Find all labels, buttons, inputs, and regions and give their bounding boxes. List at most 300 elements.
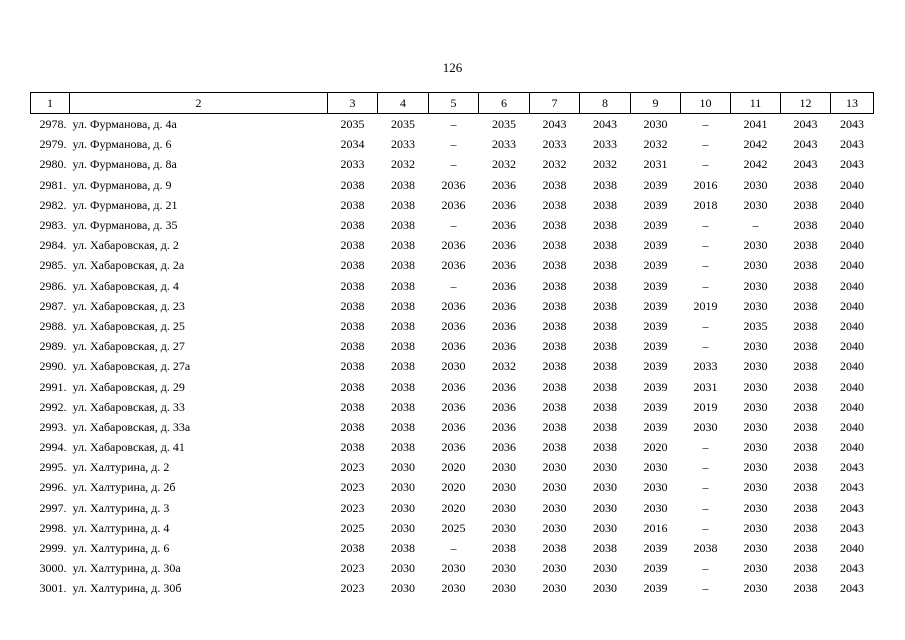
year-cell-col-5: 2030 bbox=[441, 581, 466, 596]
table-row bbox=[31, 477, 874, 497]
year-cell-col-5: 2020 bbox=[441, 460, 466, 475]
year-cell-col-5: 2025 bbox=[441, 520, 466, 535]
year-cell-col-3: 2038 bbox=[340, 278, 365, 293]
year-cell-col-6: 2036 bbox=[492, 339, 516, 354]
year-cell-col-13: 2043 bbox=[840, 581, 864, 596]
year-cell-col-12: 2038 bbox=[793, 541, 818, 556]
year-cell-col-7: 2038 bbox=[542, 298, 567, 313]
year-cell-col-13: 2043 bbox=[840, 480, 864, 495]
year-cell-col-11: 2030 bbox=[743, 581, 768, 596]
year-cell-col-13: 2040 bbox=[840, 238, 864, 253]
year-cell-col-8: 2030 bbox=[593, 500, 617, 515]
year-cell-col-13: 2043 bbox=[840, 500, 864, 515]
year-cell-col-8: 2030 bbox=[593, 460, 617, 475]
table-row bbox=[31, 255, 874, 275]
year-cell-col-7: 2030 bbox=[542, 520, 567, 535]
year-cell-col-9: 2039 bbox=[643, 581, 668, 596]
year-cell-col-9: 2020 bbox=[643, 440, 668, 455]
row-number-cell: 2989. bbox=[39, 339, 67, 354]
address-cell: ул. Халтурина, д. 4 bbox=[72, 520, 170, 535]
year-cell-col-12: 2038 bbox=[793, 339, 818, 354]
year-cell-col-10: – bbox=[702, 339, 709, 354]
row-number-cell: 2981. bbox=[39, 177, 67, 192]
table-row bbox=[31, 134, 874, 154]
year-cell-col-12: 2038 bbox=[793, 238, 818, 253]
year-cell-col-13: 2040 bbox=[840, 298, 864, 313]
year-cell-col-11: 2030 bbox=[743, 278, 768, 293]
year-cell-col-10: – bbox=[702, 278, 709, 293]
address-cell: ул. Халтурина, д. 2 bbox=[72, 460, 170, 475]
year-cell-col-8: 2033 bbox=[593, 137, 617, 152]
year-cell-col-8: 2038 bbox=[593, 298, 617, 313]
year-cell-col-12: 2038 bbox=[793, 500, 818, 515]
year-cell-col-7: 2038 bbox=[542, 541, 567, 556]
year-cell-col-8: 2030 bbox=[593, 520, 617, 535]
row-number-cell: 2996. bbox=[39, 480, 67, 495]
row-number-cell: 2994. bbox=[39, 440, 67, 455]
year-cell-col-5: 2020 bbox=[441, 500, 466, 515]
row-number-cell: 2983. bbox=[39, 218, 67, 233]
year-cell-col-5: 2036 bbox=[441, 197, 466, 212]
table-row bbox=[31, 276, 874, 296]
table-row bbox=[31, 296, 874, 316]
year-cell-col-8: 2030 bbox=[593, 581, 617, 596]
year-cell-col-5: 2036 bbox=[441, 419, 466, 434]
year-cell-col-9: 2032 bbox=[643, 137, 668, 152]
year-cell-col-8: 2030 bbox=[593, 561, 617, 576]
year-cell-col-3: 2038 bbox=[340, 379, 365, 394]
year-cell-col-13: 2043 bbox=[840, 137, 864, 152]
year-cell-col-9: 2039 bbox=[643, 339, 668, 354]
year-cell-col-5: – bbox=[450, 541, 457, 556]
row-number-cell: 2995. bbox=[39, 460, 67, 475]
table-row bbox=[31, 538, 874, 558]
column-header-4: 4 bbox=[378, 93, 429, 114]
address-cell: ул. Хабаровская, д. 2а bbox=[72, 258, 185, 273]
row-number-cell: 2990. bbox=[39, 359, 67, 374]
year-cell-col-5: 2036 bbox=[441, 318, 466, 333]
address-cell: ул. Хабаровская, д. 41 bbox=[72, 440, 185, 455]
column-header-3: 3 bbox=[328, 93, 378, 114]
year-cell-col-6: 2030 bbox=[492, 460, 516, 475]
year-cell-col-12: 2038 bbox=[793, 197, 818, 212]
year-cell-col-6: 2038 bbox=[492, 541, 516, 556]
year-cell-col-12: 2038 bbox=[793, 359, 818, 374]
year-cell-col-7: 2038 bbox=[542, 177, 567, 192]
year-cell-col-13: 2040 bbox=[840, 278, 864, 293]
year-cell-col-3: 2035 bbox=[340, 117, 365, 132]
table-row bbox=[31, 175, 874, 195]
year-cell-col-8: 2038 bbox=[593, 399, 617, 414]
year-cell-col-13: 2040 bbox=[840, 258, 864, 273]
year-cell-col-10: – bbox=[702, 581, 709, 596]
year-cell-col-6: 2032 bbox=[492, 359, 516, 374]
year-cell-col-5: – bbox=[450, 278, 457, 293]
year-cell-col-4: 2030 bbox=[391, 500, 415, 515]
column-header-1: 1 bbox=[31, 93, 70, 114]
year-cell-col-8: 2038 bbox=[593, 339, 617, 354]
year-cell-col-10: – bbox=[702, 440, 709, 455]
year-cell-col-8: 2038 bbox=[593, 541, 617, 556]
column-header-6: 6 bbox=[479, 93, 530, 114]
year-cell-col-9: 2030 bbox=[643, 117, 668, 132]
repair-schedule-table bbox=[30, 92, 874, 599]
year-cell-col-8: 2038 bbox=[593, 197, 617, 212]
year-cell-col-13: 2043 bbox=[840, 520, 864, 535]
year-cell-col-12: 2038 bbox=[793, 278, 818, 293]
year-cell-col-10: 2016 bbox=[693, 177, 718, 192]
address-cell: ул. Фурманова, д. 35 bbox=[72, 218, 178, 233]
year-cell-col-9: 2039 bbox=[643, 399, 668, 414]
year-cell-col-7: 2032 bbox=[542, 157, 567, 172]
year-cell-col-11: 2041 bbox=[743, 117, 768, 132]
year-cell-col-11: 2030 bbox=[743, 197, 768, 212]
year-cell-col-4: 2038 bbox=[391, 541, 415, 556]
year-cell-col-9: 2039 bbox=[643, 278, 668, 293]
year-cell-col-6: 2036 bbox=[492, 238, 516, 253]
year-cell-col-13: 2043 bbox=[840, 157, 864, 172]
year-cell-col-6: 2036 bbox=[492, 278, 516, 293]
year-cell-col-3: 2038 bbox=[340, 177, 365, 192]
year-cell-col-4: 2038 bbox=[391, 298, 415, 313]
year-cell-col-11: 2030 bbox=[743, 379, 768, 394]
year-cell-col-3: 2023 bbox=[340, 460, 365, 475]
year-cell-col-4: 2035 bbox=[391, 117, 415, 132]
year-cell-col-12: 2038 bbox=[793, 520, 818, 535]
year-cell-col-5: 2036 bbox=[441, 379, 466, 394]
year-cell-col-4: 2038 bbox=[391, 359, 415, 374]
row-number-cell: 3000. bbox=[39, 561, 67, 576]
year-cell-col-9: 2016 bbox=[643, 520, 668, 535]
year-cell-col-10: 2018 bbox=[693, 197, 718, 212]
address-cell: ул. Фурманова, д. 21 bbox=[72, 197, 178, 212]
address-cell: ул. Халтурина, д. 30б bbox=[72, 581, 182, 596]
year-cell-col-13: 2040 bbox=[840, 359, 864, 374]
year-cell-col-4: 2038 bbox=[391, 379, 415, 394]
year-cell-col-7: 2038 bbox=[542, 440, 567, 455]
year-cell-col-3: 2023 bbox=[340, 500, 365, 515]
year-cell-col-5: 2036 bbox=[441, 440, 466, 455]
year-cell-col-7: 2038 bbox=[542, 318, 567, 333]
year-cell-col-10: – bbox=[702, 218, 709, 233]
year-cell-col-4: 2032 bbox=[391, 157, 415, 172]
year-cell-col-6: 2033 bbox=[492, 137, 516, 152]
year-cell-col-4: 2038 bbox=[391, 197, 415, 212]
row-number-cell: 2986. bbox=[39, 278, 67, 293]
year-cell-col-10: – bbox=[702, 480, 709, 495]
year-cell-col-12: 2038 bbox=[793, 480, 818, 495]
year-cell-col-5: 2036 bbox=[441, 399, 466, 414]
year-cell-col-6: 2030 bbox=[492, 561, 516, 576]
year-cell-col-11: 2030 bbox=[743, 520, 768, 535]
year-cell-col-3: 2023 bbox=[340, 480, 365, 495]
year-cell-col-4: 2038 bbox=[391, 258, 415, 273]
year-cell-col-10: – bbox=[702, 137, 709, 152]
year-cell-col-10: 2019 bbox=[693, 298, 718, 313]
year-cell-col-6: 2036 bbox=[492, 177, 516, 192]
year-cell-col-8: 2038 bbox=[593, 218, 617, 233]
year-cell-col-7: 2038 bbox=[542, 197, 567, 212]
year-cell-col-12: 2038 bbox=[793, 460, 818, 475]
year-cell-col-6: 2030 bbox=[492, 480, 516, 495]
table-row bbox=[31, 417, 874, 437]
address-cell: ул. Хабаровская, д. 27 bbox=[72, 339, 185, 354]
year-cell-col-4: 2030 bbox=[391, 460, 415, 475]
year-cell-col-3: 2023 bbox=[340, 561, 365, 576]
year-cell-col-10: 2019 bbox=[693, 399, 718, 414]
year-cell-col-7: 2038 bbox=[542, 278, 567, 293]
year-cell-col-5: 2036 bbox=[441, 339, 466, 354]
address-cell: ул. Халтурина, д. 30а bbox=[72, 561, 181, 576]
year-cell-col-10: – bbox=[702, 520, 709, 535]
year-cell-col-4: 2038 bbox=[391, 339, 415, 354]
address-cell: ул. Халтурина, д. 6 bbox=[72, 541, 170, 556]
year-cell-col-12: 2038 bbox=[793, 561, 818, 576]
column-header-5: 5 bbox=[429, 93, 479, 114]
year-cell-col-13: 2040 bbox=[840, 318, 864, 333]
table-row bbox=[31, 518, 874, 538]
year-cell-col-7: 2038 bbox=[542, 419, 567, 434]
year-cell-col-9: 2039 bbox=[643, 541, 668, 556]
column-header-9: 9 bbox=[631, 93, 681, 114]
year-cell-col-3: 2023 bbox=[340, 581, 365, 596]
address-cell: ул. Халтурина, д. 3 bbox=[72, 500, 170, 515]
year-cell-col-13: 2040 bbox=[840, 379, 864, 394]
year-cell-col-11: 2030 bbox=[743, 440, 768, 455]
table-row bbox=[31, 578, 874, 598]
year-cell-col-3: 2034 bbox=[340, 137, 365, 152]
year-cell-col-4: 2038 bbox=[391, 238, 415, 253]
table-row bbox=[31, 397, 874, 417]
year-cell-col-9: 2039 bbox=[643, 197, 668, 212]
year-cell-col-4: 2030 bbox=[391, 561, 415, 576]
row-number-cell: 2984. bbox=[39, 238, 67, 253]
year-cell-col-5: – bbox=[450, 157, 457, 172]
year-cell-col-7: 2038 bbox=[542, 218, 567, 233]
year-cell-col-3: 2038 bbox=[340, 359, 365, 374]
year-cell-col-10: – bbox=[702, 117, 709, 132]
row-number-cell: 2987. bbox=[39, 298, 67, 313]
year-cell-col-3: 2038 bbox=[340, 218, 365, 233]
year-cell-col-3: 2038 bbox=[340, 541, 365, 556]
column-header-7: 7 bbox=[530, 93, 580, 114]
address-cell: ул. Фурманова, д. 6 bbox=[72, 137, 172, 152]
column-header-10: 10 bbox=[681, 93, 731, 114]
year-cell-col-13: 2043 bbox=[840, 460, 864, 475]
year-cell-col-12: 2038 bbox=[793, 399, 818, 414]
year-cell-col-3: 2038 bbox=[340, 339, 365, 354]
table-row bbox=[31, 437, 874, 457]
year-cell-col-11: 2030 bbox=[743, 339, 768, 354]
year-cell-col-11: 2042 bbox=[743, 157, 768, 172]
year-cell-col-6: 2036 bbox=[492, 218, 516, 233]
year-cell-col-7: 2030 bbox=[542, 480, 567, 495]
year-cell-col-8: 2043 bbox=[593, 117, 617, 132]
year-cell-col-4: 2038 bbox=[391, 399, 415, 414]
year-cell-col-12: 2038 bbox=[793, 581, 818, 596]
year-cell-col-12: 2038 bbox=[793, 258, 818, 273]
year-cell-col-13: 2043 bbox=[840, 117, 864, 132]
year-cell-col-9: 2039 bbox=[643, 218, 668, 233]
year-cell-col-11: 2035 bbox=[743, 318, 768, 333]
column-header-12: 12 bbox=[781, 93, 831, 114]
year-cell-col-10: 2038 bbox=[693, 541, 718, 556]
year-cell-col-9: 2030 bbox=[643, 460, 668, 475]
year-cell-col-12: 2038 bbox=[793, 177, 818, 192]
year-cell-col-10: 2030 bbox=[693, 419, 718, 434]
table-row bbox=[31, 457, 874, 477]
table-row bbox=[31, 154, 874, 174]
year-cell-col-5: 2036 bbox=[441, 177, 466, 192]
address-cell: ул. Хабаровская, д. 33а bbox=[72, 419, 191, 434]
year-cell-col-5: 2020 bbox=[441, 480, 466, 495]
year-cell-col-13: 2040 bbox=[840, 218, 864, 233]
year-cell-col-7: 2030 bbox=[542, 500, 567, 515]
year-cell-col-3: 2038 bbox=[340, 298, 365, 313]
year-cell-col-11: 2030 bbox=[743, 399, 768, 414]
year-cell-col-12: 2038 bbox=[793, 419, 818, 434]
year-cell-col-10: – bbox=[702, 318, 709, 333]
year-cell-col-5: 2030 bbox=[441, 561, 466, 576]
year-cell-col-6: 2036 bbox=[492, 197, 516, 212]
column-header-11: 11 bbox=[731, 93, 781, 114]
year-cell-col-12: 2038 bbox=[793, 318, 818, 333]
table-row bbox=[31, 215, 874, 235]
year-cell-col-5: 2036 bbox=[441, 258, 466, 273]
year-cell-col-5: 2036 bbox=[441, 238, 466, 253]
year-cell-col-4: 2030 bbox=[391, 520, 415, 535]
year-cell-col-9: 2039 bbox=[643, 379, 668, 394]
year-cell-col-9: 2039 bbox=[643, 298, 668, 313]
year-cell-col-12: 2043 bbox=[793, 157, 818, 172]
table-row bbox=[31, 235, 874, 255]
row-number-cell: 2982. bbox=[39, 197, 67, 212]
year-cell-col-4: 2038 bbox=[391, 440, 415, 455]
year-cell-col-3: 2038 bbox=[340, 238, 365, 253]
table-row bbox=[31, 195, 874, 215]
table-row bbox=[31, 114, 874, 135]
address-cell: ул. Хабаровская, д. 23 bbox=[72, 298, 185, 313]
table-row bbox=[31, 376, 874, 396]
address-cell: ул. Хабаровская, д. 33 bbox=[72, 399, 185, 414]
year-cell-col-3: 2033 bbox=[340, 157, 365, 172]
address-cell: ул. Хабаровская, д. 4 bbox=[72, 278, 179, 293]
year-cell-col-7: 2038 bbox=[542, 258, 567, 273]
year-cell-col-4: 2038 bbox=[391, 177, 415, 192]
year-cell-col-9: 2039 bbox=[643, 258, 668, 273]
row-number-cell: 2979. bbox=[39, 137, 67, 152]
year-cell-col-8: 2038 bbox=[593, 238, 617, 253]
year-cell-col-10: – bbox=[702, 500, 709, 515]
year-cell-col-6: 2036 bbox=[492, 419, 516, 434]
year-cell-col-11: 2030 bbox=[743, 460, 768, 475]
table-row bbox=[31, 356, 874, 376]
table-row bbox=[31, 558, 874, 578]
year-cell-col-12: 2038 bbox=[793, 440, 818, 455]
year-cell-col-8: 2038 bbox=[593, 359, 617, 374]
year-cell-col-8: 2038 bbox=[593, 278, 617, 293]
year-cell-col-8: 2038 bbox=[593, 419, 617, 434]
year-cell-col-3: 2038 bbox=[340, 197, 365, 212]
row-number-cell: 2978. bbox=[39, 117, 67, 132]
year-cell-col-3: 2038 bbox=[340, 440, 365, 455]
table-row bbox=[31, 336, 874, 356]
year-cell-col-10: – bbox=[702, 561, 709, 576]
address-cell: ул. Хабаровская, д. 2 bbox=[72, 238, 179, 253]
year-cell-col-9: 2030 bbox=[643, 480, 668, 495]
year-cell-col-5: 2030 bbox=[441, 359, 466, 374]
year-cell-col-9: 2039 bbox=[643, 561, 668, 576]
year-cell-col-4: 2038 bbox=[391, 318, 415, 333]
year-cell-col-11: 2030 bbox=[743, 541, 768, 556]
year-cell-col-13: 2040 bbox=[840, 440, 864, 455]
year-cell-col-9: 2039 bbox=[643, 238, 668, 253]
year-cell-col-12: 2038 bbox=[793, 218, 818, 233]
row-number-cell: 2988. bbox=[39, 318, 67, 333]
row-number-cell: 2991. bbox=[39, 379, 67, 394]
year-cell-col-5: – bbox=[450, 137, 457, 152]
year-cell-col-6: 2032 bbox=[492, 157, 516, 172]
year-cell-col-11: 2042 bbox=[743, 137, 768, 152]
year-cell-col-9: 2039 bbox=[643, 177, 668, 192]
page-number: 126 bbox=[442, 60, 463, 75]
year-cell-col-10: – bbox=[702, 460, 709, 475]
year-cell-col-11: 2030 bbox=[743, 298, 768, 313]
year-cell-col-6: 2030 bbox=[492, 581, 516, 596]
year-cell-col-13: 2040 bbox=[840, 541, 864, 556]
year-cell-col-6: 2030 bbox=[492, 500, 516, 515]
year-cell-col-6: 2036 bbox=[492, 258, 516, 273]
year-cell-col-6: 2036 bbox=[492, 399, 516, 414]
year-cell-col-3: 2038 bbox=[340, 318, 365, 333]
address-cell: ул. Фурманова, д. 9 bbox=[72, 177, 172, 192]
year-cell-col-8: 2038 bbox=[593, 258, 617, 273]
table-row bbox=[31, 498, 874, 518]
year-cell-col-6: 2036 bbox=[492, 298, 516, 313]
year-cell-col-11: 2030 bbox=[743, 500, 768, 515]
year-cell-col-6: 2036 bbox=[492, 440, 516, 455]
table-header-row bbox=[31, 93, 874, 114]
row-number-cell: 2980. bbox=[39, 157, 67, 172]
year-cell-col-7: 2030 bbox=[542, 561, 567, 576]
year-cell-col-13: 2040 bbox=[840, 419, 864, 434]
address-cell: ул. Халтурина, д. 2б bbox=[72, 480, 176, 495]
table-body bbox=[31, 114, 874, 599]
year-cell-col-3: 2038 bbox=[340, 419, 365, 434]
year-cell-col-4: 2038 bbox=[391, 419, 415, 434]
year-cell-col-13: 2043 bbox=[840, 561, 864, 576]
year-cell-col-5: – bbox=[450, 117, 457, 132]
year-cell-col-9: 2039 bbox=[643, 318, 668, 333]
year-cell-col-12: 2043 bbox=[793, 137, 818, 152]
year-cell-col-7: 2038 bbox=[542, 238, 567, 253]
year-cell-col-8: 2038 bbox=[593, 177, 617, 192]
year-cell-col-6: 2036 bbox=[492, 318, 516, 333]
year-cell-col-9: 2039 bbox=[643, 359, 668, 374]
column-header-8: 8 bbox=[580, 93, 631, 114]
row-number-cell: 2999. bbox=[39, 541, 67, 556]
row-number-cell: 2997. bbox=[39, 500, 67, 515]
year-cell-col-6: 2035 bbox=[492, 117, 516, 132]
year-cell-col-11: 2030 bbox=[743, 258, 768, 273]
year-cell-col-10: – bbox=[702, 157, 709, 172]
year-cell-col-11: – bbox=[752, 218, 759, 233]
year-cell-col-7: 2038 bbox=[542, 339, 567, 354]
year-cell-col-11: 2030 bbox=[743, 238, 768, 253]
year-cell-col-10: – bbox=[702, 238, 709, 253]
year-cell-col-5: – bbox=[450, 218, 457, 233]
year-cell-col-11: 2030 bbox=[743, 480, 768, 495]
